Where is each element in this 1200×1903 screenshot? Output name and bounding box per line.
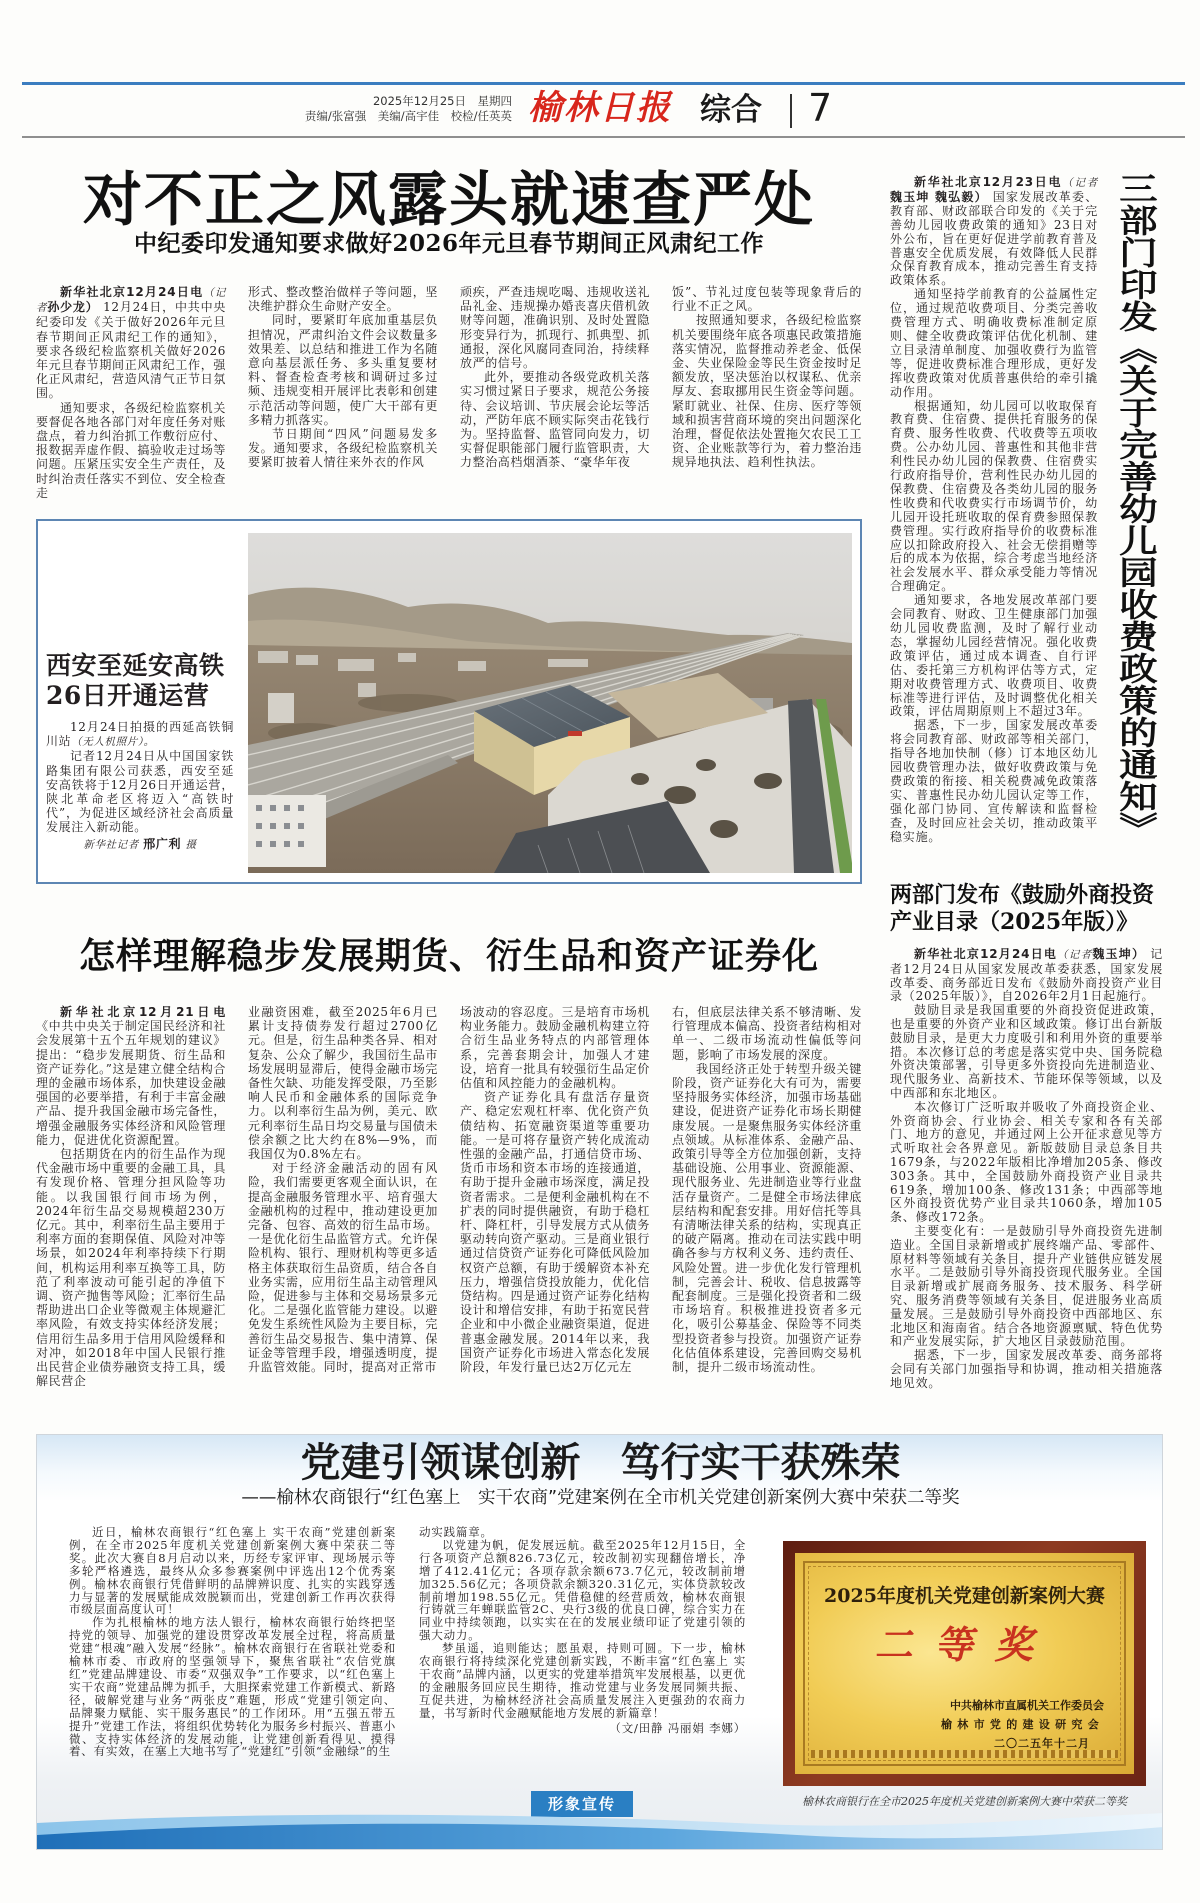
paragraph: 据悉，下一步，国家发展改革委、商务部将会同有关部门加强指导和协调，推动相关措施落地见效。	[890, 1348, 1163, 1390]
plaque-gold-panel	[795, 1553, 1134, 1774]
sidebar1-lead-paragraph	[890, 176, 1098, 288]
article2-column-2	[248, 1005, 438, 1374]
decorative-wave	[37, 1809, 1163, 1849]
caption-paragraph: 记者12月24日从中国国家铁路集团有限公司获悉，西安至延安高铁将于12月26日开通运营，陕北革命老区将迈入“高铁时代”，为促进区域经济社会高质量发展注入新动能。	[46, 749, 234, 835]
paragraph: 包括期货在内的衍生品作为现代金融市场中重要的金融工具，具有发现价格、管理分担风险等功能。以我国银行间市场为例，2024年衍生品交易规模超230万亿元。其中，利率衍生品主要用于利率方面的套期保值、风险对冲等场景，如2024年利率持续下行期间，机构运用利率互换等工具，防范了利率波动可能引起的净值下调、资产抛售等风险；汇率衍生品帮助进出口企业等微观主体规避汇率风险，有效支持实体经济发展；信用衍生品多用于信用风险缓释和对冲，如2018年中国人民银行推出民营企业债券融资支持工具，缓解民营企	[36, 1147, 226, 1389]
photo-story-frame	[36, 519, 862, 884]
page-number: 7	[808, 86, 833, 130]
photo-story-title-line2: 26日开通运营	[46, 681, 210, 710]
paragraph: 资产证券化具有盘活存量资产、稳定宏观杠杆率、优化资产负债结构、拓宽融资渠道等重要功能。一是可将存量资产转化成流动性强的金融产品，打通信贷市场、货币市场和资本市场的连接通道，有助于提升金融市场深度，满足投资者需求。二是便利金融机构在不扩表的同时提供融资，有助于稳杠杆、降杠杆，引导发展方式从债务驱动转向资产驱动。三是商业银行通过信贷资产证券化可降低风险加权资产总额，有助于缓解资本补充压力，增强信贷投放能力，优化信贷结构。四是通过资产证券化结构设计和增信安排，有助于拓宽民营企业和中小微企业融资渠道，促进普惠金融发展。2014年以来，我国资产证券化市场进入常态化发展阶段，年发行量已达2万亿元左	[460, 1090, 650, 1375]
lead-text: 国家发展改革委、教育部、财政部联合印发的《关于完善幼儿园收费政策的通知》23日对外公布，旨在更好促进学前教育普及普惠安全优质发展，有效降低人民群众保育教育成本，推动完善生育支持政策体系。	[890, 189, 1098, 288]
article1-column-2	[248, 285, 438, 470]
sidebar2-headline	[890, 882, 1163, 936]
paragraph: 顽疾，严查违规吃喝、违规收送礼品礼金、违规操办婚丧喜庆借机敛财等问题，准确识别、及时处置隐形变异行为，抓现行、抓典型、抓通报，深化风腐同查同治，持续释放严的信号。	[460, 285, 650, 371]
plaque-date: 二〇二五年十二月	[994, 1737, 1090, 1750]
dateline: 新华社北京12月24日电	[60, 285, 204, 299]
photo-station-sign	[568, 731, 582, 736]
sidebar2-headline-line1: 两部门发布《鼓励外商投资	[890, 882, 1155, 908]
paragraph: 根据通知，幼儿园可以收取保育教育费、住宿费、提供托育服务的保育费、服务性收费、代收费等五项收费。公办幼儿园、普惠性和其他非营利性民办幼儿园的保教费、住宿费实行政府指导价，营利性民办幼儿园的保教费、住宿费及各类幼儿园的服务性收费和代收费实行市场调节价，幼儿园开设托班收取的保育费参照保教费管理。实行政府指导价的收费标准应以扣除政府投入、社会无偿捐赠等后的成本为依据，综合考虑当地经济社会发展水平、群众承受能力等情况合理确定。	[890, 398, 1098, 594]
photo-story-title	[46, 651, 236, 711]
promo-badge: 形象宣传	[531, 1791, 633, 1817]
byline-label: （记者	[36, 287, 227, 315]
masthead-top-rule	[22, 82, 1185, 85]
byline-name: 魏玉坤 魏弘毅）	[890, 189, 988, 204]
article2-column-4	[672, 1005, 862, 1374]
sidebar2-headline-line2: 产业目录（2025年版）》	[890, 909, 1139, 935]
credit-suffix: 摄	[185, 838, 197, 851]
photo-credit	[46, 837, 234, 852]
photo-story-title-line1: 西安至延安高铁	[46, 651, 225, 680]
article2-column-1	[36, 1005, 226, 1388]
credit-label: 新华社记者	[83, 838, 139, 851]
feature-column-2	[419, 1526, 746, 1735]
issue-date: 2025年12月25日 星期四	[372, 94, 512, 108]
section-name: 综合	[700, 92, 762, 128]
plaque-pattern-band	[811, 1750, 1118, 1758]
paragraph: 场波动的容忍度。三是培育市场机构业务能力。鼓励金融机构建立符合衍生品业务特点的内部管理体系，完善套期会计，加强人才建设，培育一批具有较强衍生品定价估值和风控能力的金融机构。	[460, 1005, 650, 1091]
paragraph: 同时，要紧盯年底加重基层负担情况，严肃纠治文件会议数量多效果差、以总结和推进工作为名随意向基层派任务、多头重复要材料、督查检查考核和调研过多过频、违规变相开展评比表彰和创建示范活动等问题，使广大干部有更多精力抓落实。	[248, 313, 438, 427]
feature-section	[36, 1434, 1163, 1850]
dateline: 新华社北京12月21日电	[60, 1005, 226, 1019]
sidebar1-vertical-headline: 三部门印发《关于完善幼儿园收费政策的通知》	[1113, 172, 1159, 844]
newspaper-logo: 榆林日报	[528, 88, 672, 128]
feature-subheadline: ——榆林农商银行“红色塞上 实干农商”党建案例在全市机关党建创新案例大赛中荣获二等奖	[241, 1488, 960, 1508]
masthead-divider	[790, 94, 792, 128]
masthead-bottom-rule	[22, 136, 1185, 138]
paragraph: 近日，榆林农商银行“红色塞上 实干农商”党建创新案例，在全市2025年度机关党建创新案例大赛中荣获二等奖。此次大赛自8月启动以来，历经专家评审、现场展示等多轮严格遴选，最终从众多参赛案例中评选出12个优秀案例。榆林农商银行凭借鲜明的品牌辨识度、扎实的实践穿透力与显著的发展赋能成效脱颖而出，党建创新工作再次获得市级层面高度认可！	[69, 1525, 396, 1617]
dateline: 新华社北京12月24日电	[914, 947, 1058, 961]
plaque-title: 2025年度机关党建创新案例大赛	[824, 1585, 1105, 1607]
article2-lead-paragraph	[36, 1005, 226, 1147]
paragraph: 饭”、节礼过度包装等现象背后的行业不正之风。	[672, 285, 862, 314]
paragraph: 通知要求，各地发展改革部门要会同教育、财政、卫生健康部门加强幼儿园收费监测，及时了解行业动态，掌握幼儿园经营情况。强化收费政策评估，通过成本调查、自行评估、委托第三方机构评估等方式，定期对收费管理方式、收费项目、收费标准等进行评估，及时调整优化相关政策，评估周期原则上不超过3年。	[890, 593, 1098, 719]
paragraph: 按照通知要求，各级纪检监察机关要围绕年底各项惠民政策措施落实情况，监督推动养老金、低保金、失业保险金等民生资金按时足额发放，坚决惩治以权谋私、优亲厚友、套取挪用民生资金等问题。紧盯就业、社保、住房、医疗等领域和损害营商环境的突出问题深化治理，督促依法处置拖欠农民工工资、企业账款等行为，着力整治违规异地执法、趋利性执法。	[672, 313, 862, 470]
paragraph: 鼓励目录是我国重要的外商投资促进政策，也是重要的外资产业和区域政策。修订出台新版鼓励目录，是更大力度吸引和利用外资的重要举措。本次修订总的考虑是落实党中央、国务院稳外资决策部署，引导更多外资投向先进制造业、现代服务业、高新技术、节能环保等领域，以及中西部和东北地区。	[890, 1003, 1163, 1100]
paragraph: 动实践篇章。	[419, 1525, 493, 1539]
lead-text: 12月24日，中共中央纪委印发《关于做好2026年元旦春节期间正风肃纪工作的通知》，要求各级纪检监察机关做好2026年元旦春节期间正风肃纪工作，强化正风肃纪，营造风清气正节日氛围。	[36, 300, 226, 401]
dateline: 新华社北京12月23日电	[914, 175, 1063, 189]
paragraph: 我国经济正处于转型升级关键阶段，资产证券化大有可为，需要坚持服务实体经济，加强市场基础建设，促进资产证券化市场长期健康发展。一是聚焦服务实体经济重点领域。从标准体系、金融产品、政策引导等全方位加强创新，支持基础设施、公用事业、资源能源、现代服务业、先进制造业等行业盘活存量资产。二是健全市场法律底层结构和配套安排。用好信托等具有清晰法律关系的结构，实现真正的破产隔离。推动在司法实践中明确各参与方权利义务、违约责任、风险处置。进一步优化发行管理机制，完善会计、税收、信息披露等配套制度。三是强化投资者和二级市场培育。积极推进投资者多元化，吸引公募基金、保险等不同类型投资者参与投资。加强资产证券化估值体系建设，完善回购交易机制，提升二级市场流动性。	[672, 1061, 862, 1375]
plaque-issuer-1: 中共榆林市直属机关工作委员会	[950, 1699, 1104, 1712]
paragraph: 作为扎根榆林的地方法人银行，榆林农商银行始终把坚持党的领导、加强党的建设贯穿改革发展全过程，将高质量党建“根魂”融入发展“经脉”。榆林农商银行在省联社党委和榆林市委、市政府的坚强领导下，聚焦省联社“农信党旗红”党建品牌建设、市委“双强双争”工作要求，以“红色塞上 实干农商”党建品牌为抓手，大胆探索党建工作新模式、新路径，破解党建与业务“两张皮”难题，形成“党建引领定向、品牌聚力赋能、实干服务惠民”的工作闭环。用“五强五带五提升”党建工作法，将组织优势转化为服务乡村振兴、普惠小微、支持实体经济的发展动能，让党建创新看得见、摸得着、有实效，在塞上大地书写了“党建红”引领“金融绿”的生	[69, 1615, 396, 1759]
byline-name: 孙少龙）	[47, 300, 99, 315]
sidebar2-lead-paragraph	[890, 948, 1163, 1004]
paragraph: 业融资困难，截至2025年6月已累计支持债券发行超过2700亿元。但是，衍生品种类各异、相对复杂、公众了解少，我国衍生品市场发展明显滞后，使得金融市场完备性欠缺、功能发挥受限，乃至影响人民币和金融体系的国际竞争力。以利率衍生品为例，美元、欧元利率衍生品日均交易量与国债未偿余额之比大约在8%—9%，而我国仅为0.8%左右。	[248, 1005, 438, 1162]
article2-headline: 怎样理解稳步发展期货、衍生品和资产证券化	[78, 936, 819, 977]
plaque-award: 二等奖	[874, 1622, 1055, 1667]
byline-label: （记者	[1057, 949, 1093, 961]
lead-text: 记者12月24日从国家发展改革委获悉，国家发展改革委、商务部近日发布《鼓励外商投资产业目录（2025年版）》，自2026年2月1日起施行。	[890, 947, 1164, 1004]
caption-note: （无人机照片）。	[71, 736, 155, 749]
paragraph: 据悉，下一步，国家发展改革委将会同教育部、财政部等相关部门，指导各地加快制（修）订本地区幼儿园收费管理办法，做好收费政策与免费政策的衔接、相关税费减免政策落实、普惠性民办幼儿园认定等工作，强化部门协同、宣传解读和监督检查，及时回应社会关切，推动政策平稳实施。	[890, 718, 1098, 844]
paragraph: 此外，要推动各级党政机关落实习惯过紧日子要求，规范公务接待、会议培训、节庆展会论坛等活动，严防年底不顾实际突击花钱行为。坚持监督、监管同向发力，切实督促职能部门履行监管职责，大力整治高档烟酒茶、“豪华年夜	[460, 370, 650, 470]
photo-caption	[46, 720, 234, 852]
article1-column-1	[36, 285, 226, 500]
paragraph: 形式、整改整治做样子等问题，坚决维护群众生命财产安全。	[248, 285, 438, 314]
editor-credits: 责编/张富强 美编/高宇佳 校检/任英英	[304, 109, 512, 123]
article1-column-4	[672, 285, 862, 470]
lead-text: 《中共中央关于制定国民经济和社会发展第十五个五年规划的建议》提出：“稳步发展期货、衍生品和资产证券化。”这是建立健全结构合理的金融市场体系，加快建设金融强国的必要举措，有利于丰富金融产品、提升我国金融市场完备性，增强金融服务实体经济和风险管理能力，促进优化资源配置。	[36, 1019, 226, 1147]
paragraph: 节日期间“四风”问题易发多发。通知要求，各级纪检监察机关要紧盯披着人情往来外衣的作风	[248, 427, 438, 470]
caption-main: 12月24日拍摄的西延高铁铜川站	[46, 720, 234, 749]
paragraph: 梦虽遥，追则能达；愿虽艰，持则可圆。下一步，榆林农商银行将持续深化党建创新实践，不断丰富“红色塞上 实干农商”品牌内涵，以更实的党建举措筑牢发展根基，以更优的金融服务回应民生期待，推动党建与业务发展同频共振、互促共进，为榆林经济社会高质量发展注入更强劲的农商力量，书写新时代金融赋能地方发展的新篇章！	[419, 1641, 746, 1720]
article1-headline: 对不正之风露头就速查严处	[82, 165, 815, 234]
article1-lead-paragraph	[36, 285, 226, 401]
feature-column-1	[69, 1526, 396, 1758]
article1-subheadline: 中纪委印发通知要求做好2026年元旦春节期间正风肃纪工作	[133, 230, 764, 257]
paragraph: 对于经济金融活动的固有风险，我们需要更客观全面认识，在提高金融服务管理水平、培育强大金融机构的过程中，推动建设更加完备、包容、高效的衍生品市场。一是优化衍生品监管方式。允许保险机构、银行、理财机构等更多适格主体获取衍生品资质，结合各自业务实需，应用衍生品主动管理风险，促进参与主体和交易场景多元化。二是强化监管能力建设。以避免发生系统性风险为主要目标，完善衍生品交易报告、集中清算、保证金等管理手段，增强透明度，提升监管效能。同时，提高对正常市	[248, 1161, 438, 1375]
station-aerial-photo	[248, 533, 852, 873]
paragraph: 通知坚持学前教育的公益属性定位，通过规范收费项目、分类完善收费管理方式、明确收费标准制定原则、健全收费政策评估优化机制、建立目录清单制度、加强收费行为监管等，促进收费标准合理形成，更好发挥收费政策对优质普惠供给的牵引撬动作用。	[890, 287, 1098, 399]
plaque-caption: 榆林农商银行在全市2025年度机关党建创新案例大赛中荣获二等奖	[802, 1795, 1127, 1808]
plaque-issuer-2: 榆林市党的建设研究会	[941, 1718, 1104, 1731]
feature-author: （文/田静 冯丽娟 李娜）	[609, 1720, 746, 1735]
award-plaque-photo	[783, 1541, 1146, 1786]
paragraph: 以党建为帆，促发展远航。截至2025年12月15日，全行各项资产总额826.73亿元，较改制初实现翻倍增长，净增了412.41亿元；各项存款余额673.7亿元，较改制前增加325.56亿元；各项贷款余额320.31亿元，实体贷款较改制前增加198.55亿元。凭借稳健的经营质效，榆林农商银行铸就三年蝉联监管2C、央行3级的优良口碑，综合实力在同业中持续领跑，以实实在在的发展业绩印证了党建引领的强大动力。	[419, 1537, 746, 1643]
article2-column-3	[460, 1005, 650, 1374]
byline-label: （记者	[1062, 177, 1098, 189]
paragraph: 右，但底层法律关系不够清晰、发行管理成本偏高、投资者结构相对单一、二级市场流动性偏低等问题，影响了市场发展的深度。	[672, 1005, 862, 1062]
paragraph: 主要变化有：一是鼓励引导外商投资先进制造业。全国目录新增或扩展终端产品、零部件、原材料等领域有关条目，提升产业链供应链发展水平。二是鼓励引导外商投资现代服务业。全国目录新增或扩展商务服务、技术服务、科学研究、服务消费等领域有关条目，促进服务业高质量发展。三是鼓励引导外商投资中西部地区、东北地区和海南省。结合各地资源禀赋、特色优势和产业发展实际，扩大地区目录鼓励范围。	[890, 1223, 1163, 1349]
caption-paragraph	[46, 720, 234, 749]
byline-name: 魏玉坤）	[1092, 947, 1146, 961]
paragraph: 本次修订广泛听取并吸收了外商投资企业、外资商协会、行业协会、相关专家和各有关部门、地方的意见，并通过网上公开征求意见等方式听取社会各界意见。新版鼓励目录总条目共1679条，与2022年版相比净增加205条、修改303条。其中，全国鼓励外商投资产业目录共619条，增加100条、修改131条；中西部等地区外商投资优势产业目录共1060条，增加105条、修改172条。	[890, 1099, 1163, 1225]
sidebar2-body	[890, 948, 1163, 1391]
paragraph: 通知要求，各级纪检监察机关要督促各地各部门对年度任务对账盘点，着力纠治抓工作敷衍应付、报数据弄虚作假、搞验收走过场等问题。压紧压实安全生产责任，及时纠治责任落实不到位、安全检查走	[36, 400, 226, 500]
article1-column-3	[460, 285, 650, 470]
credit-name: 邢广利	[143, 836, 182, 851]
feature-headline: 党建引领谋创新 笃行实干获殊荣	[300, 1439, 901, 1486]
sidebar1-body	[890, 176, 1098, 845]
